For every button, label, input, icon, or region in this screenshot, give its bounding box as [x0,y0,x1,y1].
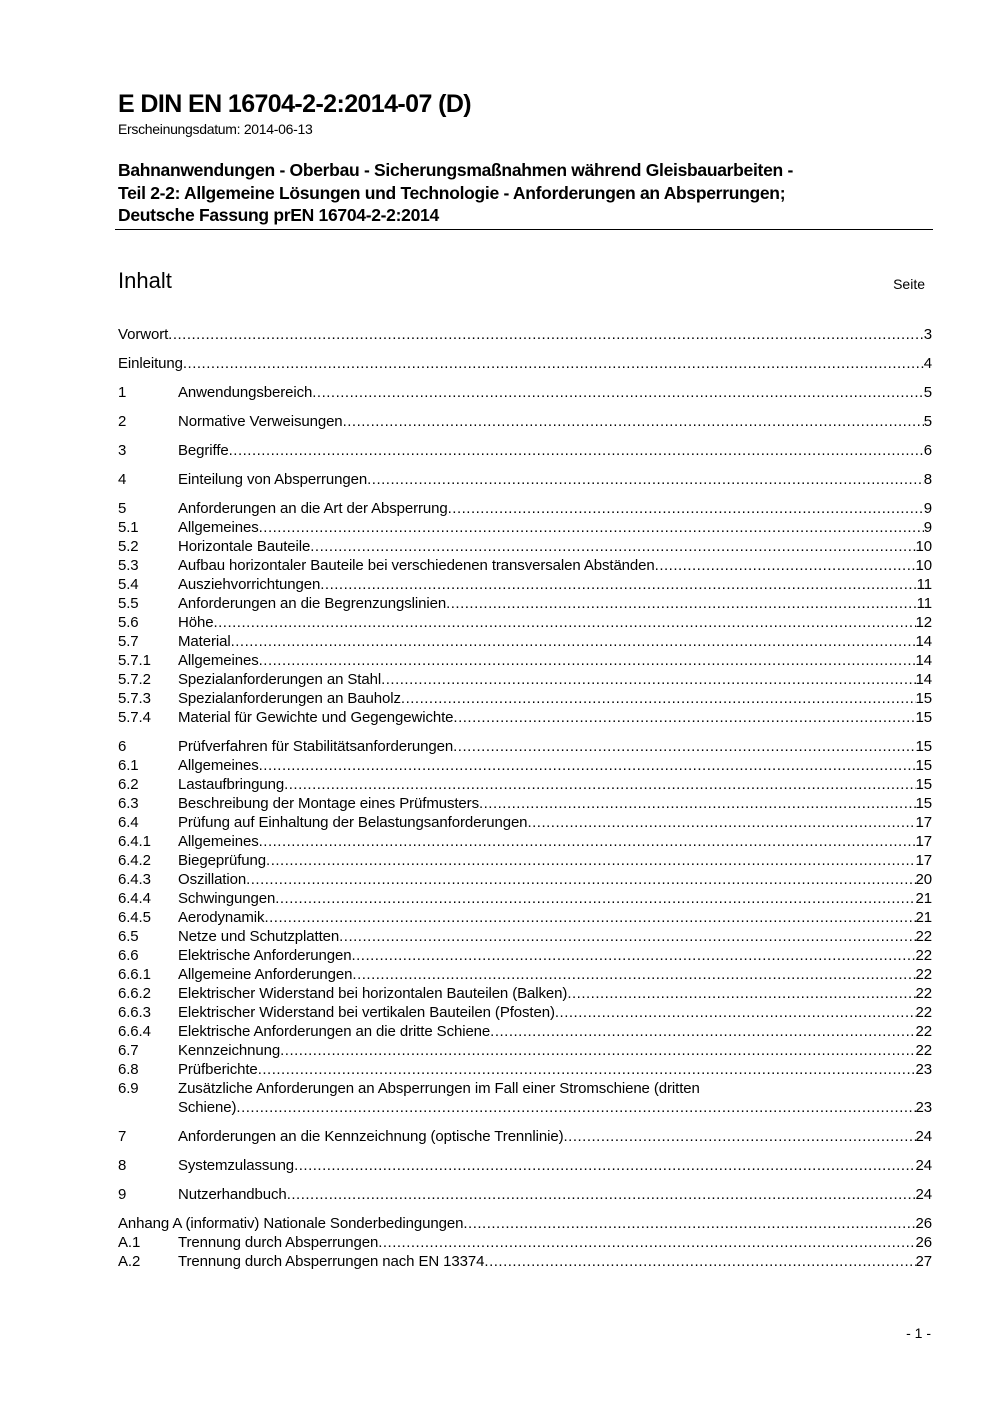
toc-entry-title: Allgemeines [178,652,259,669]
toc-entry-title-wrap [178,470,924,489]
toc-entry[interactable] [118,1156,932,1175]
toc-entry-title: Allgemeines [178,757,259,774]
toc-entry-page: 10 [915,557,932,574]
toc-entry-page: 15 [915,709,932,726]
toc-entry[interactable] [118,537,932,556]
toc-entry-title: Aufbau horizontaler Bauteile bei verschiedenen transversalen Abständen [178,557,655,574]
toc-group [118,470,932,489]
toc-entry-page: 24 [915,1157,932,1174]
toc-entry-title-wrap [178,965,916,984]
toc-entry-title-wrap [178,412,924,431]
toc-entry-title-wrap [178,594,917,613]
toc-entry-title-wrap [178,1252,916,1271]
toc-entry-number: 5.7 [118,633,139,650]
toc-group [118,325,932,344]
dot-leader [259,518,924,537]
toc-entry-title: Prüfberichte [178,1061,258,1078]
dot-leader [231,632,916,651]
toc-entry-title-cont: Schiene) [178,1099,237,1116]
toc-entry-page: 11 [916,595,932,612]
toc-entry-page: 14 [915,633,932,650]
toc-entry-title: Kennzeichnung [178,1042,281,1059]
toc-entry-number: 6.5 [118,928,139,945]
toc-entry-page: 20 [915,871,932,888]
toc-entry-title: Trennung durch Absperrungen nach EN 13374 [178,1253,485,1270]
dot-leader [378,1233,915,1252]
toc-entry-page: 24 [915,1128,932,1145]
dot-leader [183,354,924,373]
dot-leader [564,1127,916,1146]
dot-leader [490,1022,915,1041]
dot-leader [351,946,915,965]
dot-leader [484,1252,915,1271]
dot-leader [213,613,915,632]
toc-entry-title-wrap [178,889,916,908]
toc-entry-title-wrap [118,1214,916,1233]
toc-entry[interactable] [118,556,932,575]
dot-leader [655,556,916,575]
toc-entry-continuation[interactable] [118,1098,932,1117]
toc-entry-number: 5.7.2 [118,671,151,688]
toc-entry-page: 15 [915,776,932,793]
subtitle-line: Deutsche Fassung prEN 16704-2-2:2014 [118,205,439,225]
toc-group [118,354,932,373]
dot-leader [310,537,915,556]
toc-entry[interactable] [118,946,932,965]
dot-leader [266,851,915,870]
dot-leader [312,383,924,402]
toc-entry-page: 26 [915,1234,932,1251]
toc-entry-number: 5.7.1 [118,652,151,669]
toc-entry-number: A.1 [118,1234,141,1251]
toc-entry-page: 21 [915,890,932,907]
table-of-contents [118,325,932,1281]
toc-entry-page: 24 [915,1186,932,1203]
toc-entry[interactable] [118,651,932,670]
toc-group [118,737,932,1117]
toc-entry-title-wrap [178,1098,916,1117]
toc-entry-number: 6.6 [118,947,139,964]
dot-leader [320,575,916,594]
toc-entry-number: 6.4.5 [118,909,151,926]
toc-entry-number: 5.1 [118,519,139,536]
toc-entry-page: 22 [915,966,932,983]
toc-entry[interactable] [118,670,932,689]
toc-entry-page: 4 [923,355,932,372]
subtitle-line: Bahnanwendungen - Oberbau - Sicherungsmaßnahmen während Gleisbauarbeiten - [118,160,793,180]
toc-entry[interactable] [118,1079,932,1098]
toc-entry-page: 12 [915,614,932,631]
toc-entry-title-wrap [178,756,916,775]
toc-entry-title: Beschreibung der Montage eines Prüfmusters [178,795,479,812]
toc-entry-title: Allgemeines [178,833,259,850]
toc-entry-title: Trennung durch Absperrungen [178,1234,379,1251]
toc-entry-page: 14 [915,652,932,669]
toc-entry-title-wrap [178,794,916,813]
toc-entry-number: 6.9 [118,1080,139,1097]
toc-entry-number: 7 [118,1128,127,1145]
toc-entry-page: 15 [915,795,932,812]
dot-leader [259,832,916,851]
toc-entry-number: 2 [118,413,127,430]
toc-entry-title: Elektrischer Widerstand bei horizontalen Bauteilen (Balken) [178,985,568,1002]
toc-entry-title-wrap [178,441,924,460]
toc-entry-number: 5 [118,500,127,517]
toc-entry-number: 6 [118,738,127,755]
document-subtitle [118,159,938,227]
toc-group [118,383,932,402]
toc-entry-title-wrap [178,1233,916,1252]
toc-entry-title: Elektrische Anforderungen an die dritte Schiene [178,1023,491,1040]
toc-entry-title-wrap [178,575,917,594]
toc-entry-title: Anforderungen an die Art der Absperrung [178,500,448,517]
toc-entry-number: 6.6.1 [118,966,151,983]
toc-entry-title-wrap [178,984,916,1003]
dot-leader [381,670,915,689]
toc-entry-page: 22 [915,928,932,945]
dot-leader [446,594,917,613]
toc-entry[interactable] [118,412,932,431]
toc-entry-page: 6 [923,442,932,459]
dot-leader [555,1003,916,1022]
toc-entry-title-wrap [178,1079,932,1098]
toc-entry-number: 3 [118,442,127,459]
toc-entry[interactable] [118,354,932,373]
toc-entry-number: 9 [118,1186,127,1203]
toc-entry-title: Prüfverfahren für Stabilitätsanforderungen [178,738,454,755]
toc-entry-page: 23 [915,1061,932,1078]
toc-entry[interactable] [118,1185,932,1204]
dot-leader [275,889,915,908]
toc-entry-title: Material [178,633,231,650]
toc-entry[interactable] [118,632,932,651]
header-divider [115,229,933,230]
toc-entry-title-wrap [118,325,924,344]
toc-entry-title: Begriffe [178,442,229,459]
toc-entry-number: 6.2 [118,776,139,793]
dot-leader [367,470,924,489]
toc-entry-title-wrap [178,632,916,651]
toc-entry-number: 5.3 [118,557,139,574]
toc-entry[interactable] [118,689,932,708]
toc-entry-page: 27 [915,1253,932,1270]
toc-entry-page: 10 [915,538,932,555]
toc-entry-number: 6.4 [118,814,139,831]
toc-entry-title: Systemzulassung [178,1157,295,1174]
dot-leader [284,775,915,794]
toc-entry-title: Oszillation [178,871,247,888]
toc-entry-page: 26 [915,1215,932,1232]
toc-entry[interactable] [118,851,932,870]
toc-entry[interactable] [118,708,932,727]
toc-entry-title-wrap [178,556,916,575]
toc-entry-title-wrap [178,499,924,518]
toc-entry-number: 6.6.2 [118,985,151,1002]
toc-entry-page: 8 [923,471,932,488]
toc-entry-page: 21 [915,909,932,926]
dot-leader [294,1156,915,1175]
toc-entry-title-wrap [178,927,916,946]
toc-group [118,1185,932,1204]
toc-entry-title-wrap [178,383,924,402]
toc-entry-title-wrap [178,1060,916,1079]
toc-entry-number: 6.6.3 [118,1004,151,1021]
toc-entry[interactable] [118,613,932,632]
toc-entry-title-wrap [178,775,916,794]
toc-entry[interactable] [118,470,932,489]
toc-entry-page: 14 [915,671,932,688]
toc-entry-title-wrap [178,813,916,832]
toc-entry-title: Spezialanforderungen an Bauholz [178,690,401,707]
toc-entry[interactable] [118,794,932,813]
toc-entry-page: 22 [915,985,932,1002]
toc-entry-number: 8 [118,1157,127,1174]
toc-entry-title: Horizontale Bauteile [178,538,311,555]
toc-entry[interactable] [118,813,932,832]
toc-entry-page: 22 [915,1042,932,1059]
toc-entry-number: 6.4.3 [118,871,151,888]
dot-leader [229,441,924,460]
toc-entry-page: 17 [915,833,932,850]
toc-entry-number: 5.4 [118,576,139,593]
toc-entry-title-wrap [118,354,924,373]
toc-entry-title-wrap [178,1156,916,1175]
dot-leader [479,794,916,813]
toc-entry-title-wrap [178,708,916,727]
toc-entry-number: 6.8 [118,1061,139,1078]
toc-entry-title-wrap [178,1127,916,1146]
toc-entry[interactable] [118,737,932,756]
toc-entry-number: 6.4.2 [118,852,151,869]
toc-entry[interactable] [118,383,932,402]
toc-entry[interactable] [118,1233,932,1252]
toc-entry-page: 11 [916,576,932,593]
toc-entry-number: 6.3 [118,795,139,812]
toc-entry[interactable] [118,870,932,889]
publication-date: Erscheinungsdatum: 2014-06-13 [118,121,313,137]
toc-entry-title: Höhe [178,614,214,631]
toc-entry-title-wrap [178,689,916,708]
toc-entry-title-wrap [178,870,916,889]
toc-entry-number: 5.2 [118,538,139,555]
toc-group [118,412,932,431]
toc-entry[interactable] [118,1041,932,1060]
toc-entry-title-wrap [178,851,916,870]
dot-leader [401,689,916,708]
toc-entry[interactable] [118,1252,932,1271]
toc-entry-title-wrap [178,1041,916,1060]
toc-entry-number: 5.7.4 [118,709,151,726]
toc-entry[interactable] [118,832,932,851]
toc-entry[interactable] [118,908,932,927]
toc-entry-title: Nutzerhandbuch [178,1186,287,1203]
document-id: E DIN EN 16704-2-2:2014-07 (D) [118,90,471,118]
toc-entry-page: 9 [923,519,932,536]
toc-entry[interactable] [118,441,932,460]
toc-entry-title: Zusätzliche Anforderungen an Absperrungen im Fall einer Stromschiene (dritten [178,1080,700,1097]
toc-entry-page: 3 [923,326,932,343]
toc-entry-number: 6.7 [118,1042,139,1059]
toc-entry-title: Prüfung auf Einhaltung der Belastungsanforderungen [178,814,528,831]
toc-entry-number: 5.7.3 [118,690,151,707]
dot-leader [168,325,924,344]
dot-leader [259,651,916,670]
toc-entry-title-wrap [178,1022,916,1041]
toc-entry-title: Material für Gewichte und Gegengewichte [178,709,454,726]
dot-leader [567,984,915,1003]
toc-entry-title: Allgemeine Anforderungen [178,966,353,983]
toc-entry-title-wrap [178,946,916,965]
dot-leader [352,965,915,984]
toc-entry-title-wrap [178,1003,916,1022]
toc-entry-title: Netze und Schutzplatten [178,928,340,945]
toc-group [118,1127,932,1146]
toc-entry-number: 6.4.1 [118,833,151,850]
toc-entry[interactable] [118,965,932,984]
toc-entry-page: 15 [915,690,932,707]
toc-entry-title: Normative Verweisungen [178,413,343,430]
dot-leader [259,756,916,775]
toc-entry-page: 23 [915,1099,932,1116]
toc-entry-title-wrap [178,613,916,632]
toc-entry-title: Schwingungen [178,890,276,907]
toc-entry-title: Anforderungen an die Begrenzungslinien [178,595,447,612]
toc-entry-page: 5 [923,384,932,401]
dot-leader [463,1214,915,1233]
toc-entry[interactable] [118,775,932,794]
toc-group [118,499,932,727]
toc-entry[interactable] [118,1060,932,1079]
toc-entry[interactable] [118,984,932,1003]
page-column-label: Seite [893,276,925,292]
toc-entry-title: Einteilung von Absperrungen [178,471,368,488]
toc-entry[interactable] [118,1127,932,1146]
toc-entry-title: Anhang A (informativ) Nationale Sonderbedingungen [118,1215,464,1232]
toc-entry[interactable] [118,889,932,908]
toc-entry-page: 22 [915,1023,932,1040]
toc-entry-page: 22 [915,1004,932,1021]
dot-leader [527,813,915,832]
toc-entry-title-wrap [178,670,916,689]
toc-entry-page: 9 [923,500,932,517]
toc-entry-number: 6.4.4 [118,890,151,907]
toc-entry[interactable] [118,594,932,613]
toc-entry-title: Biegeprüfung [178,852,267,869]
toc-entry[interactable] [118,518,932,537]
dot-leader [453,708,915,727]
toc-entry-title-wrap [178,537,916,556]
toc-entry-page: 15 [915,738,932,755]
toc-entry-title-wrap [178,908,916,927]
toc-entry[interactable] [118,1022,932,1041]
toc-entry-title: Aerodynamik [178,909,265,926]
toc-entry-page: 22 [915,947,932,964]
dot-leader [246,870,915,889]
toc-entry-page: 17 [915,814,932,831]
toc-entry[interactable] [118,927,932,946]
dot-leader [264,908,915,927]
toc-group [118,1156,932,1175]
toc-entry-title: Lastaufbringung [178,776,285,793]
toc-entry-title-wrap [178,518,924,537]
toc-entry-number: 5.5 [118,595,139,612]
toc-entry-title: Vorwort [118,326,169,343]
toc-entry-page: 17 [915,852,932,869]
toc-entry-number: 6.6.4 [118,1023,151,1040]
dot-leader [343,412,924,431]
toc-heading: Inhalt [118,268,172,293]
toc-entry-page: 5 [923,413,932,430]
toc-entry-number: A.2 [118,1253,141,1270]
dot-leader [339,927,915,946]
toc-entry-number: 1 [118,384,127,401]
toc-entry-title-wrap [178,651,916,670]
toc-entry-title: Ausziehvorrichtungen [178,576,321,593]
toc-entry[interactable] [118,325,932,344]
toc-entry-page: 15 [915,757,932,774]
toc-group [118,441,932,460]
dot-leader [448,499,924,518]
toc-entry-title: Anwendungsbereich [178,384,313,401]
dot-leader [280,1041,915,1060]
toc-entry[interactable] [118,1214,932,1233]
toc-entry-title: Elektrische Anforderungen [178,947,352,964]
toc-entry-title-wrap [178,1185,916,1204]
toc-entry-number: 6.1 [118,757,139,774]
dot-leader [258,1060,916,1079]
toc-entry-number: 5.6 [118,614,139,631]
toc-entry-title: Anforderungen an die Kennzeichnung (optische Trennlinie) [178,1128,564,1145]
page-number: - 1 - [906,1325,931,1341]
toc-entry-title-wrap [178,832,916,851]
toc-entry-title: Einleitung [118,355,183,372]
toc-entry[interactable] [118,575,932,594]
subtitle-line: Teil 2-2: Allgemeine Lösungen und Technologie - Anforderungen an Absperrungen; [118,182,786,203]
toc-entry-title-wrap [178,737,916,756]
toc-entry-title: Spezialanforderungen an Stahl [178,671,382,688]
dot-leader [287,1185,916,1204]
dot-leader [236,1098,915,1117]
toc-entry[interactable] [118,499,932,518]
toc-entry[interactable] [118,1003,932,1022]
toc-group [118,1214,932,1271]
toc-entry-number: 4 [118,471,127,488]
toc-entry-title: Allgemeines [178,519,259,536]
dot-leader [453,737,915,756]
toc-entry-title: Elektrischer Widerstand bei vertikalen Bauteilen (Pfosten) [178,1004,555,1021]
toc-entry[interactable] [118,756,932,775]
